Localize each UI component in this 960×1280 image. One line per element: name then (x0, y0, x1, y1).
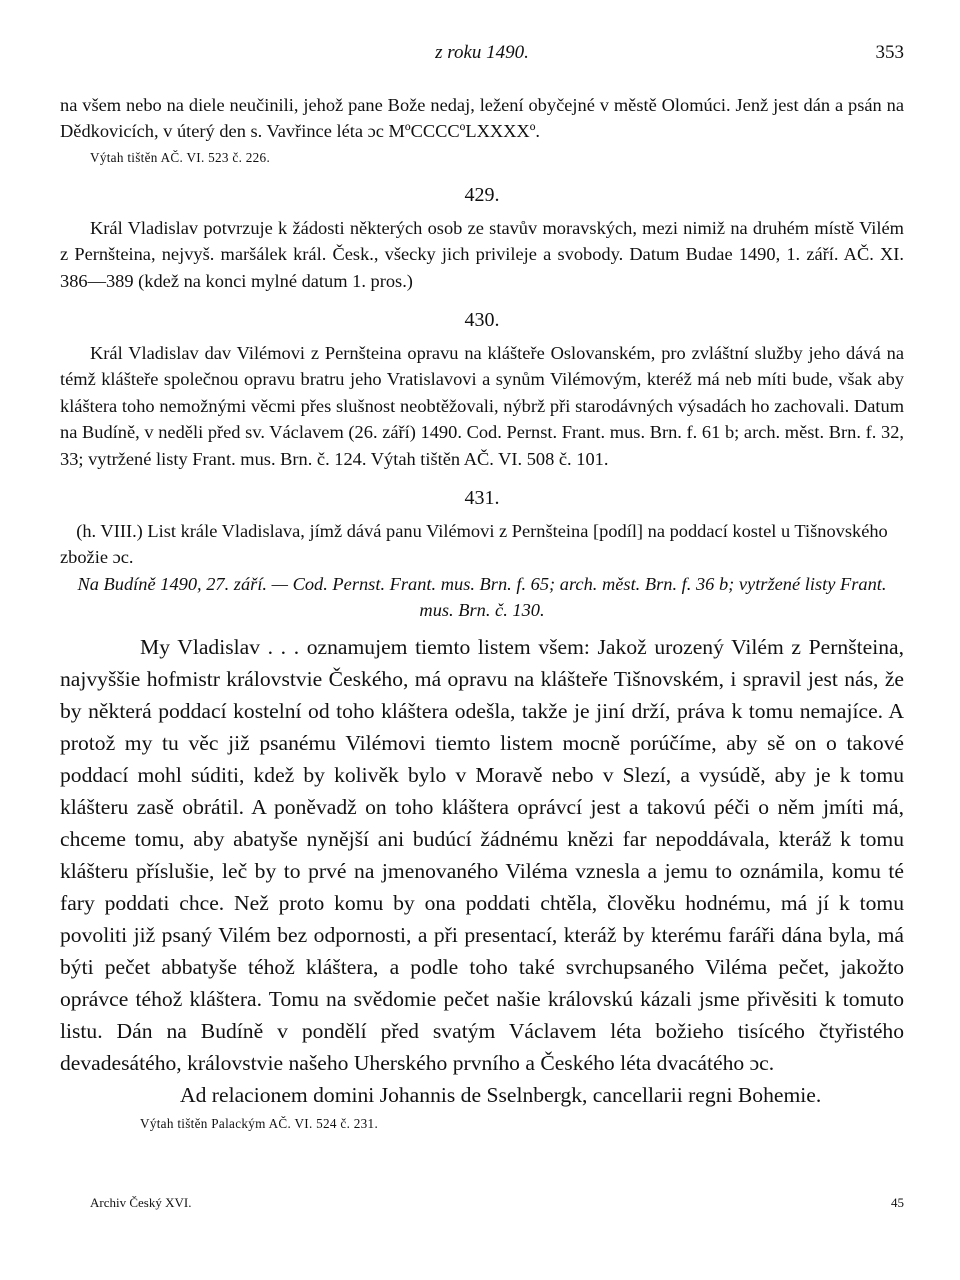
entry-431-note: Výtah tištěn Palackým AČ. VI. 524 č. 231. (140, 1115, 379, 1131)
entry-430-text: Král Vladislav dav Vilémovi z Pernšteina opravu na klášteře Oslovanském, pro zvláštní služby jeho dává na témž klášteře společnou opravu bratru jeho Vratislavovi a synům Vilémovým, kteréž má neb míti bude, však aby kláštera toho nemožnými věcmi přes slušnost neobtěžovali, nýbrž při starodávných výsadách ho zachovali. Datum na Budíně, v neděli před sv. Václavem (26. září) 1490. Cod. Pernst. Frant. mus. Brn. f. 61 b; arch. měst. Brn. f. 32, 33; vytržené listy Frant. mus. Brn. č. 124. Výtah tištěn AČ. VI. 508 č. 101. (60, 343, 904, 469)
entry-431-number: 431. (464, 487, 500, 510)
printer-signature: 45 (891, 1195, 904, 1210)
entry-431-source: Na Budíně 1490, 27. září. — Cod. Pernst. Frant. mus. Brn. f. 65; arch. měst. Brn. f. 36 b; vytržené listy Frant. mus. Brn. č. 130. (77, 573, 887, 620)
page-header (60, 42, 904, 68)
page-number: 353 (875, 42, 904, 63)
volume-title: Archiv Český XVI. (90, 1195, 192, 1210)
entry-431-heading: (h. VIII.) List krále Vladislava, jímž dává panu Vilémovi z Pernšteina [podíl] na poddací kostel u Tišnovského zbožie ɔc. (60, 521, 888, 568)
entry-431-relation: Ad relacionem domini Johannis de Sselnbergk, cancellarii regni Bohemie. (180, 1082, 822, 1107)
entry-431-body: My Vladislav . . . oznamujem tiemto listem všem: Jakož urozený Vilém z Pernšteina, najvyššie hofmistr královstvie Českého, má opravu na klášteře Tišnovském, i spravil jest nás, že by některá poddací kostelní od toho kláštera odešla, takže je jiní drží, práva k tomu nemajíce. A protož my tu věc již psanému Vilémovi tiemto listem mocně porúčíme, aby sě on o takové poddací mohl súditi, kdež by kolivěk bylo v Moravě nebo v Slezí, a vysúdě, aby je k tomu klášteru zasě obrátil. A poněvadž on toho kláštera oprávcí jest a takovú péči o něm jmíti má, chceme tomu, aby abatyše nynější ani budúcí žádnému knězi far nepoddávala, kteráž k tomu klášteru příslušie, leč by to prvé na jmenovaného Viléma vznesla a jemu to oznámila, komu té fary poddati chce. Než proto komu by ona poddati chtěla, člověku hodnému, má jí k tomu povoliti již psaný Vilém bez odpornosti, a při presentací, kteráž by kterému faráři dána byla, má býti pečet abbatyše téhož kláštera, a podle toho také svrchupsaného Viléma pečet, jakožto oprávce téhož kláštera. Tomu na svědomie pečet našie královskú kázali jsme přivěsiti k tomuto listu. Dán na Budíně v pondělí před svatým Václavem léta božieho tisícého čtyřistého devadesátého, královstvie našeho Uherského prvního a Českého léta dvacátého ɔc. (60, 634, 904, 1075)
running-title: z roku 1490. (435, 42, 529, 63)
page-footer (90, 1195, 904, 1215)
prev-entry-note: Výtah tištěn AČ. VI. 523 č. 226. (90, 149, 271, 165)
entry-429-text: Král Vladislav potvrzuje k žádosti některých osob ze stavův moravských, mezi nimiž na druhém místě Vilém z Pernšteina, nejvyš. maršálek král. Česk., všecky jich privileje a svobody. Datum Budae 1490, 1. září. AČ. XI. 386—389 (kdež na konci mylné datum 1. pros.) (60, 217, 904, 291)
page-content (60, 92, 904, 1135)
entry-430-number: 430. (464, 309, 500, 332)
entry-429-number: 429. (464, 183, 500, 206)
prev-entry-text: na všem nebo na diele neučinili, jehož pane Bože nedaj, ležení obyčejné v městě Olomúci. Jenž jest dán a psán na Dědkovicích, v úterý den s. Vavřince léta ɔc MºCCCCºLXXXXº. (60, 95, 904, 142)
